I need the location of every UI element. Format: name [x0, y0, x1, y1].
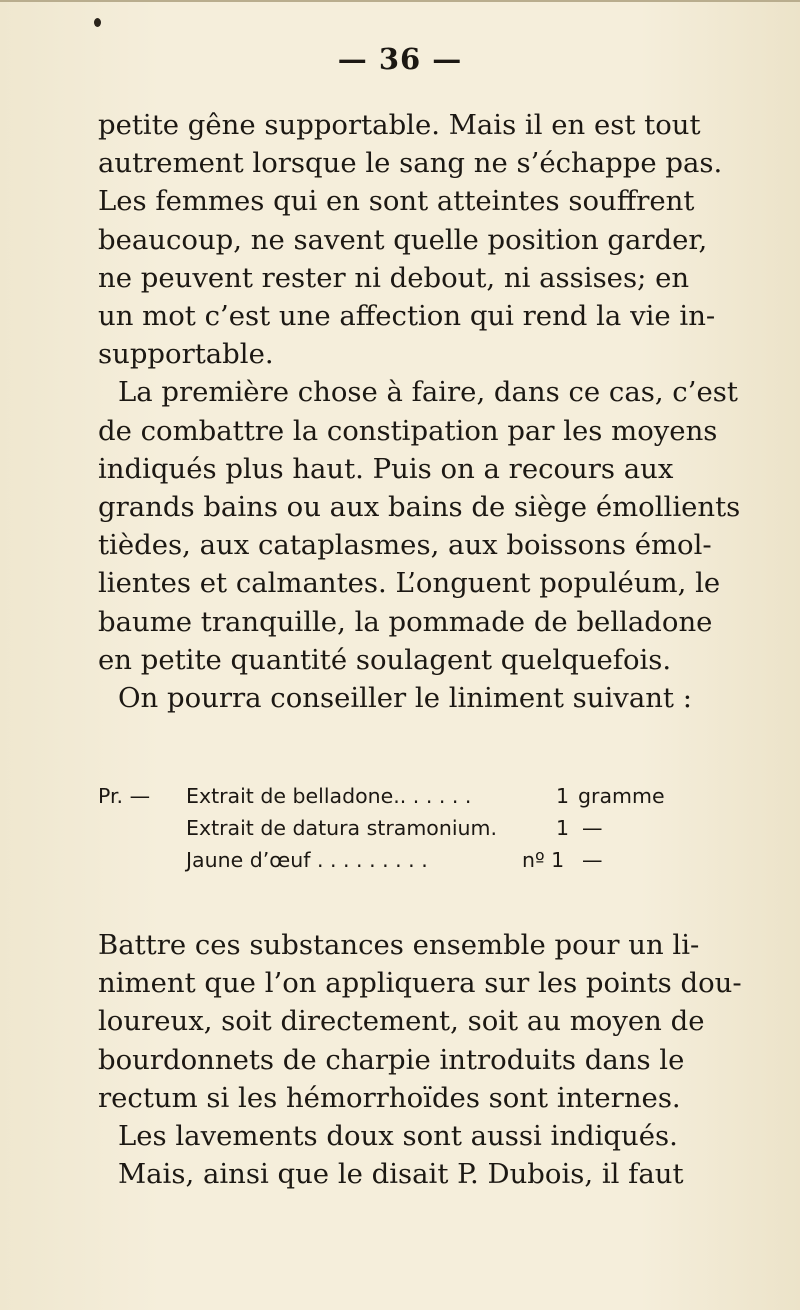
text-line: La première chose à faire, dans ce cas, c’est — [118, 376, 738, 409]
formula-row — [98, 844, 748, 876]
formula-unit: — — [582, 816, 603, 840]
text-line: Battre ces substances ensemble pour un li- — [98, 929, 700, 961]
text-line: autrement lorsque le sang ne s’échappe pas. — [98, 147, 723, 180]
prescription-formula — [98, 780, 748, 876]
text-line: lientes et calmantes. L’onguent populéum, le — [98, 567, 721, 600]
text-line: Les femmes qui en sont atteintes souffrent — [98, 185, 695, 218]
text-line: beaucoup, ne savent quelle position garder, — [98, 223, 708, 256]
text-line: ne peuvent rester ni debout, ni assises; en — [98, 261, 690, 294]
body-text — [98, 926, 770, 1193]
text-line: tièdes, aux cataplasmes, aux boissons émol- — [98, 529, 712, 562]
formula-quantity: 1 — [556, 816, 570, 840]
text-line: petite gêne supportable. Mais il en est tout — [98, 109, 701, 141]
text-line: Mais, ainsi que le disait P. Dubois, il faut — [118, 1158, 684, 1191]
formula-unit: — — [582, 848, 603, 872]
text-line: en petite quantité soulagent quelquefois. — [98, 643, 672, 676]
text-line: grands bains ou aux bains de siège émollients — [98, 491, 741, 524]
formula-row — [98, 780, 748, 812]
text-line: niment que l’on appliquera sur les points dou- — [98, 967, 742, 1000]
formula-unit: gramme — [578, 784, 665, 808]
text-line: On pourra conseiller le liniment suivant : — [118, 682, 692, 715]
page-number: — 36 — — [337, 42, 463, 76]
text-line: un mot c’est une affection qui rend la vie in- — [98, 300, 716, 333]
body-text — [98, 106, 770, 717]
formula-row — [98, 812, 748, 844]
formula-ingredient: Extrait de datura stramonium. — [186, 816, 498, 840]
page-top-edge — [0, 0, 800, 2]
formula-quantity: 1 — [556, 784, 570, 808]
formula-ingredient: Jaune d’œuf . . . . . . . . . — [186, 848, 428, 872]
text-line: de combattre la constipation par les moyens — [98, 414, 718, 447]
text-line: Les lavements doux sont aussi indiqués. — [118, 1120, 678, 1153]
formula-ingredient: Extrait de belladone.. . . . . . — [186, 784, 472, 808]
text-line: bourdonnets de charpie introduits dans le — [98, 1043, 685, 1076]
text-line: supportable. — [98, 338, 274, 371]
text-line: baume tranquille, la pommade de belladone — [98, 605, 713, 638]
text-line: indiqués plus haut. Puis on a recours aux — [98, 452, 674, 485]
formula-quantity: nº 1 — [522, 848, 565, 872]
formula-prefix: Pr. — — [98, 784, 151, 808]
text-line: rectum si les hémorrhoïdes sont internes. — [98, 1081, 681, 1114]
ink-speck — [94, 18, 101, 27]
text-line: loureux, soit directement, soit au moyen de — [98, 1005, 705, 1038]
